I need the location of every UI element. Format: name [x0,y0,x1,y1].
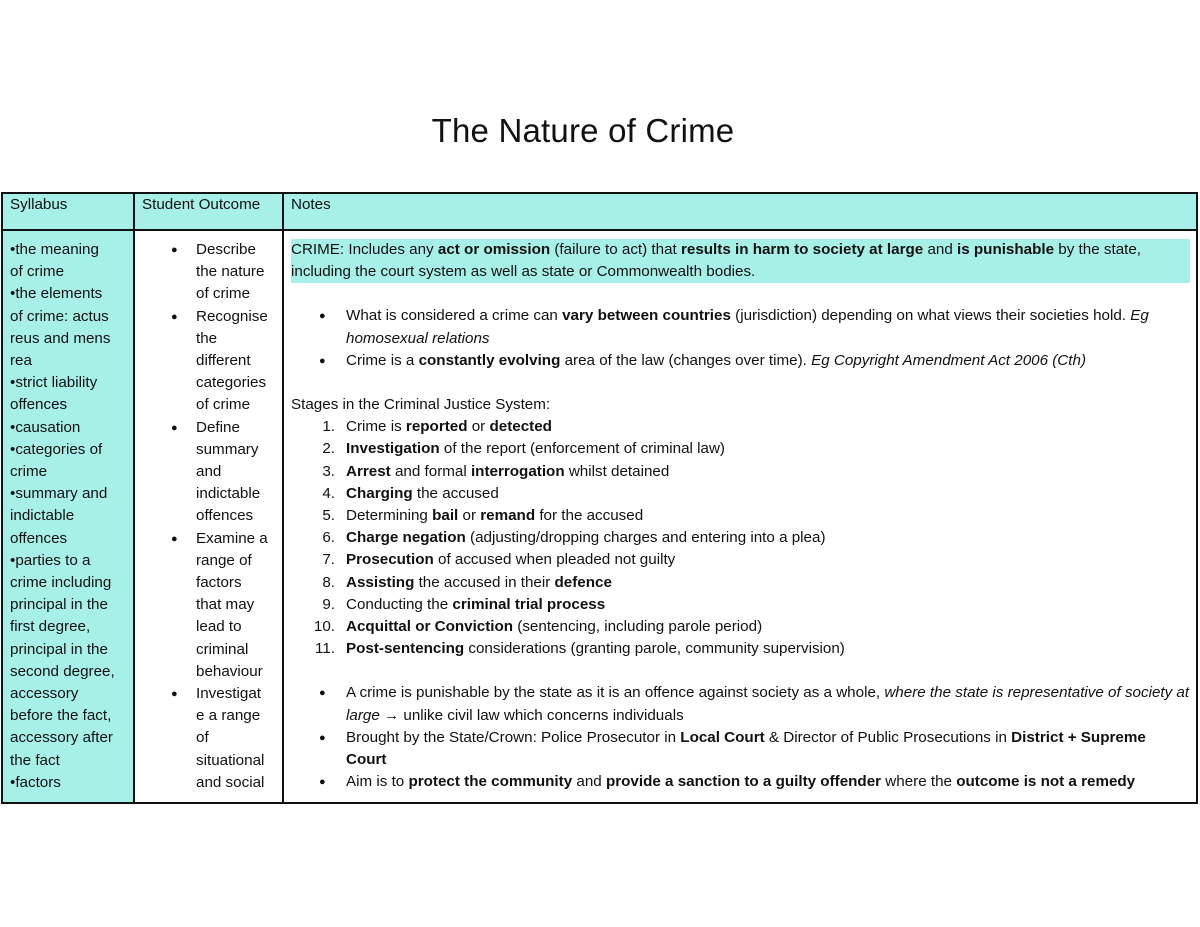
stage-item [291,572,1190,594]
stage-item [291,461,1190,483]
header-row [2,193,1197,230]
text-run: whilst detained [564,462,670,480]
stage-number: 1. [322,418,335,436]
syllabus-line: offences [10,529,68,547]
text-run: the accused [412,484,499,502]
bold-text: provide a sanction to a guilty offender [605,773,882,791]
bold-text: act or omission [437,241,551,258]
text-run: (jurisdiction) depending on what views their societies hold. [730,307,1131,325]
syllabus-line: second degree, [10,662,115,680]
outcome-item [135,306,282,417]
bold-text: Investigation [346,440,440,458]
italic-text: Eg Copyright Amendment Act 2006 (Cth) [811,351,1087,369]
outcome-item [135,417,282,528]
stage-number: 3. [322,462,335,480]
text-run: or [458,507,481,525]
text-run: considerations (granting parole, community supervision) [464,640,845,658]
outcome-line: and social [196,773,265,791]
outcome-line: Examine a [196,529,268,547]
bold-text: remand [480,507,536,525]
header-notes [283,193,1197,230]
text-run: of the report (enforcement of criminal law) [439,440,725,458]
outcome-line: e a range [196,707,261,725]
bold-text: protect the community [408,773,573,791]
stage-number: 6. [322,529,335,547]
bold-text: Post-sentencing [346,640,465,658]
stage-item [291,527,1190,549]
bold-text: detected [489,418,552,436]
syllabus-line: indictable [10,507,75,525]
bold-text: Arrest [346,462,391,480]
syllabus-line: •factors [10,773,61,791]
stage-number: 11. [315,640,335,658]
text-run: Determining [346,507,433,525]
text-run: & Director of Public Prosecutions in [764,728,1012,746]
bold-text: Charge negation [346,529,466,547]
syllabus-line: rea [10,352,32,370]
bold-text: Assisting [346,573,415,591]
outcome-line: of [196,729,209,747]
bold-text: is punishable [957,241,1055,258]
stage-item [291,438,1190,460]
stage-number: 7. [322,551,335,569]
syllabus-line: of crime: actus [10,307,109,325]
syllabus-line: the fact [10,751,60,769]
stage-item [291,616,1190,638]
outcome-line: behaviour [196,662,263,680]
text-run: Conducting the [346,595,453,613]
syllabus-line: •parties to a [10,551,91,569]
outcome-line: Recognise [196,307,268,325]
page-title: The Nature of Crime [431,112,735,149]
syllabus-line: •categories of [10,440,103,458]
header-syllabus-label: Syllabus [10,196,68,213]
syllabus-line: offences [10,396,68,414]
text-run: Brought by the State/Crown: Police Prosecutor in [346,728,681,746]
header-notes-label: Notes [291,196,331,213]
outcome-line: of crime [196,285,251,303]
notes-cell [283,230,1197,803]
bold-text: Charging [346,484,413,502]
text-run: where the [881,773,957,791]
text-run: Crime is a [346,351,419,369]
outcome-line: of crime [196,396,251,414]
italic-text: where the state is representative of society at large [346,684,1190,724]
bold-text: defence [554,573,612,591]
header-outcome-label: Student Outcome [142,196,261,213]
bold-text: reported [405,418,468,436]
text-run: (adjusting/dropping charges and entering into a plea) [465,529,826,547]
bold-text: results in harm to society at large [680,241,924,258]
syllabus-list [10,239,133,794]
outcome-item [135,683,282,794]
stage-number: 5. [322,507,335,525]
text-run: and [572,773,606,791]
syllabus-line: principal in the [10,596,108,614]
syllabus-line: •the meaning [10,241,99,258]
outcome-line: range of [196,551,252,569]
text-run: Aim is to [346,773,409,791]
outcome-list [135,239,282,794]
notes-table [1,192,1198,804]
stage-item [291,483,1190,505]
text-run: and [923,241,957,258]
text-run: Crime is [346,418,406,436]
bullet-item [291,305,1190,349]
outcome-line: criminal [196,640,249,658]
outcome-item [135,528,282,683]
stage-item [291,505,1190,527]
text-run: by the state, including the court system as well as state or Commonwealth bodies. [291,241,1142,281]
outcome-line: the [196,329,218,347]
outcome-line: categories [196,374,267,392]
stage-number: 2. [322,440,335,458]
spacer [291,660,1190,682]
text-run: area of the law (changes over time). [560,351,812,369]
crime-definition [291,239,1190,283]
bullet-item [291,727,1190,771]
text-run: or [467,418,490,436]
outcome-line: summary [196,440,259,458]
syllabus-line: crime [10,463,48,481]
stage-item [291,549,1190,571]
syllabus-line: •the elements [10,285,103,303]
stages-list [291,416,1190,660]
syllabus-line: •summary and [10,485,108,503]
outcome-line: that may [196,596,255,614]
outcome-line: and [196,463,222,481]
syllabus-line: •strict liability [10,374,98,392]
italic-text: Eg homosexual relations [346,307,1149,347]
outcome-line: different [196,352,251,370]
bold-text: outcome is not a remedy [956,773,1136,791]
outcome-line: lead to [196,618,242,636]
text-run: → unlike civil law which concerns individuals [379,706,684,724]
header-syllabus [2,193,134,230]
bold-text: Local Court [680,728,765,746]
syllabus-line: crime including [10,574,112,592]
outcome-line: the nature [196,263,265,281]
text-run: and formal [390,462,471,480]
syllabus-cell [2,230,134,803]
bold-text: interrogation [470,462,565,480]
text-run: CRIME: Includes any [291,241,438,258]
outcome-line: offences [196,507,254,525]
stage-number: 10. [313,618,335,636]
syllabus-line: reus and mens [10,329,111,347]
outcome-line: factors [196,574,242,592]
crime-facts-list [291,305,1190,372]
outcome-line: situational [196,751,265,769]
stage-number: 9. [322,595,335,613]
text-run: the accused in their [414,573,555,591]
stage-item [291,416,1190,438]
outcome-line: Define [196,418,240,436]
bullet-item [291,350,1190,372]
stages-heading: Stages in the Criminal Justice System: [291,396,551,414]
stage-item [291,594,1190,616]
bold-text: constantly evolving [418,351,561,369]
bold-text: Acquittal or Conviction [346,618,514,636]
bold-text: vary between countries [562,307,731,325]
text-run: A crime is punishable by the state as it is an offence against society as a whole, [346,684,885,702]
outcome-line: Investigat [196,685,262,703]
header-outcome [134,193,283,230]
text-run: of accused when pleaded not guilty [433,551,676,569]
bold-text: Prosecution [346,551,434,569]
text-run: (failure to act) that [550,241,681,258]
syllabus-line: before the fact, [10,707,112,725]
bullet-item [291,771,1190,793]
content-row [2,230,1197,803]
outcome-line: indictable [196,485,261,503]
text-run: for the accused [535,507,644,525]
spacer [291,372,1190,394]
bold-text: District + Supreme Court [346,728,1146,769]
outcome-cell [134,230,283,803]
stage-number: 8. [322,573,335,591]
crime-summary-list [291,682,1190,793]
bullet-item [291,682,1190,726]
spacer [291,283,1190,305]
outcome-line: Describe [196,241,256,258]
bold-text: bail [432,507,459,525]
syllabus-line: •causation [10,418,81,436]
syllabus-line: first degree, [10,618,91,636]
stage-number: 4. [322,484,335,502]
bold-text: criminal trial process [452,595,606,613]
syllabus-line: principal in the [10,640,108,658]
text-run: (sentencing, including parole period) [513,618,763,636]
syllabus-line: of crime [10,263,65,281]
syllabus-line: accessory [10,685,79,703]
syllabus-line: accessory after [10,729,113,747]
outcome-item [135,239,282,306]
text-run: What is considered a crime can [346,307,563,325]
stage-item [291,638,1190,660]
